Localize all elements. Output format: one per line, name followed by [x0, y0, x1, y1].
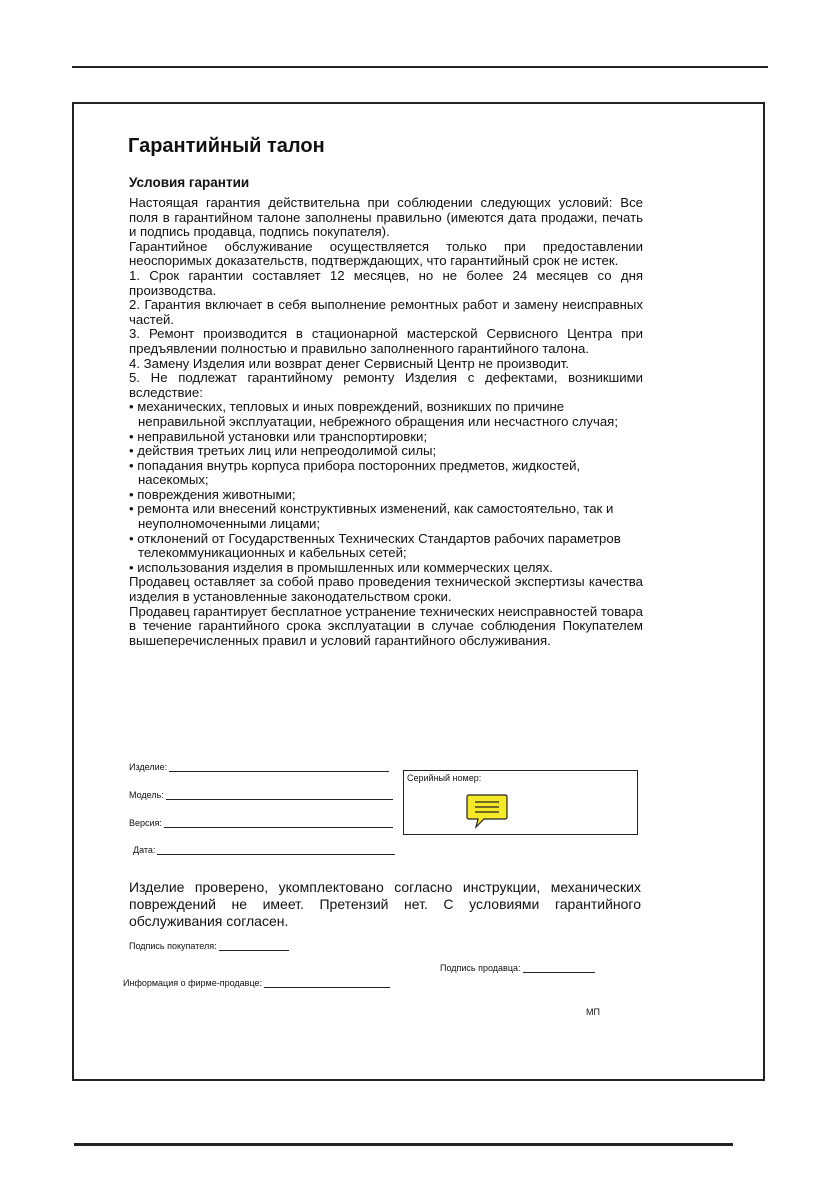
top-rule: [72, 66, 768, 68]
paragraph: 5. Не подлежат гарантийному ремонту Изделия с дефектами, возникшими вследствие:: [129, 370, 643, 400]
version-input-line[interactable]: [164, 817, 393, 828]
serial-number-label: Серийный номер:: [407, 773, 482, 783]
seller-signature-field[interactable]: [440, 962, 595, 973]
product-input-line[interactable]: [169, 761, 389, 772]
paragraph: Продавец оставляет за собой право проведения технической экспертизы качества изделия в установленные законодательством сроки.: [129, 574, 643, 605]
product-field[interactable]: [129, 761, 389, 772]
list-item: • попадания внутрь корпуса прибора посторонних предметов, жидкостей, насекомых;: [129, 457, 581, 488]
date-input-line[interactable]: [157, 844, 395, 855]
date-label: Дата:: [133, 845, 156, 855]
section-title: Условия гарантии: [129, 175, 250, 190]
model-label: Модель:: [129, 790, 164, 800]
buyer-signature-label: Подпись покупателя:: [129, 941, 217, 951]
list-item: • отклонений от Государственных Технических Стандартов рабочих параметров телекоммуникационных и кабельных сетей;: [129, 530, 621, 561]
seller-signature-label: Подпись продавца:: [440, 963, 521, 973]
model-input-line[interactable]: [166, 789, 393, 800]
list-item: • механических, тепловых и иных повреждений, возникших по причине неправильной эксплуатации, небрежного обращения или несчастного случая;: [129, 399, 618, 429]
paragraph: 4. Замену Изделия или возврат денег Сервисный Центр не производит.: [129, 355, 570, 371]
warranty-terms: [129, 196, 643, 648]
paragraph: Настоящая гарантия действительна при соблюдении следующих условий: Все поля в гарантийном талоне заполнены правильно (имеются дата продажи, печать и подпись продавца, подпись покупателя).: [129, 195, 643, 240]
paragraph: 3. Ремонт производится в стационарной мастерской Сервисного Центра при предъявлении полностью и правильно заполненного гарантийного талона.: [129, 326, 643, 356]
page-title: Гарантийный талон: [128, 135, 325, 157]
company-info-label: Информация о фирме-продавце:: [123, 978, 263, 988]
company-info-line[interactable]: [264, 977, 390, 988]
date-field[interactable]: [133, 844, 395, 855]
paragraph: 2. Гарантия включает в себя выполнение ремонтных работ и замену неисправных частей.: [129, 297, 643, 327]
paragraph: 1. Срок гарантии составляет 12 месяцев, но не более 24 месяцев со дня производства.: [129, 267, 643, 298]
model-field[interactable]: [129, 789, 393, 800]
version-field[interactable]: [129, 817, 393, 828]
buyer-signature-line[interactable]: [219, 940, 289, 951]
paragraph: Гарантийное обслуживание осуществляется только при предоставлении неоспоримых доказательств, подтверждающих, что гарантийный срок не истек.: [129, 238, 643, 269]
list-item: • использования изделия в промышленных или коммерческих целях.: [129, 559, 553, 575]
stamp-label: МП: [586, 1007, 600, 1017]
note-comment-icon[interactable]: [466, 793, 508, 831]
list-item: • повреждения животными;: [129, 486, 296, 502]
list-item: • действия третьих лиц или непреодолимой силы;: [129, 443, 437, 459]
seller-signature-line[interactable]: [523, 962, 595, 973]
version-label: Версия:: [129, 818, 162, 828]
serial-number-box[interactable]: [403, 770, 638, 835]
acceptance-statement: Изделие проверено, укомплектовано согласно инструкции, механических повреждений не имеет. Претензий нет. С условиями гарантийного обслуживания согласен.: [129, 879, 641, 929]
list-item: • ремонта или внесений конструктивных изменений, как самостоятельно, так и неуполномоченными лицами;: [129, 501, 614, 532]
product-label: Изделие:: [129, 762, 168, 772]
company-info-field[interactable]: [123, 977, 390, 988]
list-item: • неправильной установки или транспортировки;: [129, 428, 428, 444]
bottom-rule: [74, 1143, 733, 1146]
paragraph: Продавец гарантирует бесплатное устранение технических неисправностей товара в течение гарантийного срока эксплуатации в случае соблюдения Покупателем вышеперечисленных правил и условий гарантийного обслуживания.: [129, 603, 643, 648]
buyer-signature-field[interactable]: [129, 940, 289, 951]
